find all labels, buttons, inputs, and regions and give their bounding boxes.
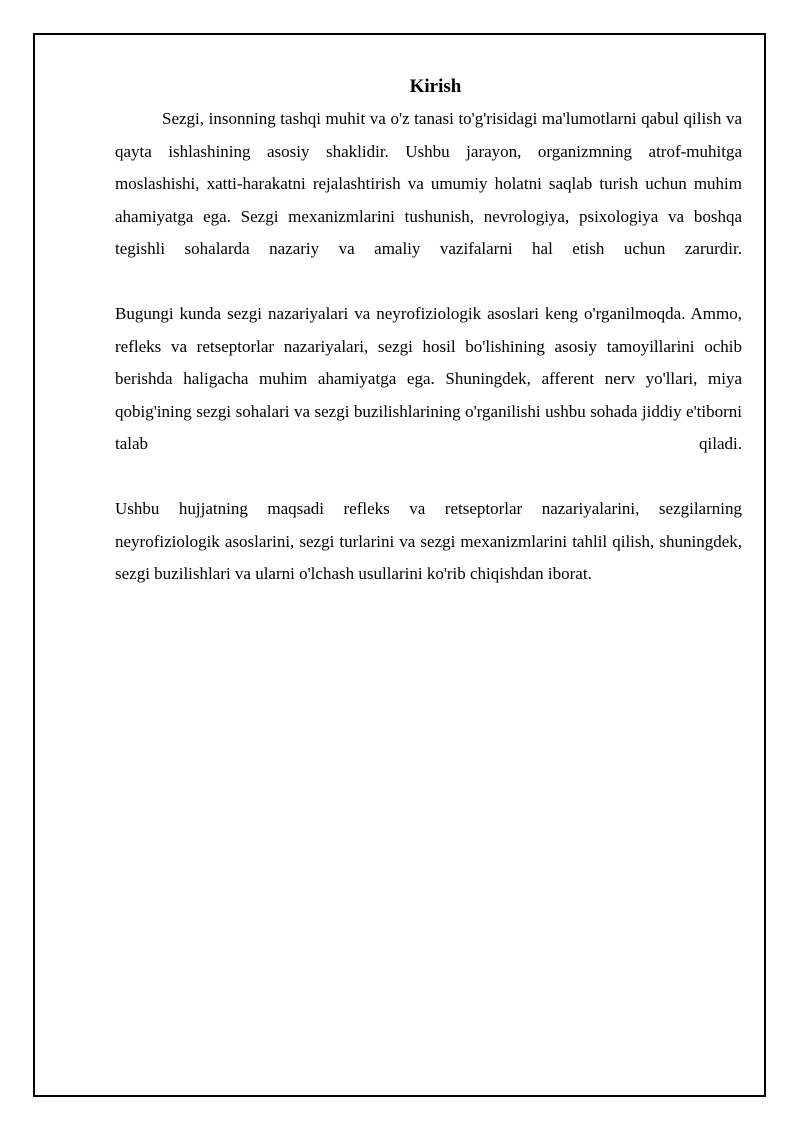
paragraph-current-research: Bugungi kunda sezgi nazariyalari va neyrofiziologik asoslari keng o'rganilmoqda. Ammo, refleks va retseptorlar nazariyalari, sezgi hosil bo'lishining asosiy tamoyillarini ochib berishda haligacha muhim ahamiyatga ega. Shuningdek, afferent nerv yo'llari, miya qobig'ining sezgi sohalari va sezgi buzilishlarining o'rganilishi ushbu sohada jiddiy e'tiborni talab qiladi. xyxy=(115,304,742,453)
paragraph-spacer xyxy=(115,461,742,494)
document-title: Kirish xyxy=(409,76,462,97)
document-body xyxy=(115,71,742,591)
paragraph-intro: Sezgi, insonning tashqi muhit va o'z tanasi to'g'risidagi ma'lumotlarni qabul qilish va qayta ishlashining asosiy shaklidir. Ushbu jarayon, organizmning atrof-muhitga moslashishi, xatti-harakatni rejalashtirish va umumiy holatni saqlab turish uchun muhim ahamiyatga ega. Sezgi mexanizmlarini tushunish, nevrologiya, psixologiya va boshqa tegishli sohalarda nazariy va amaliy vazifalarni hal etish uchun zarurdir. xyxy=(115,109,742,258)
paragraph-purpose: Ushbu hujjatning maqsadi refleks va retseptorlar nazariyalarini, sezgilarning neyrofiziologik asoslarini, sezgi turlarini va sezgi mexanizmlarini tahlil qilish, shuningdek, sezgi buzilishlari va ularni o'lchash usullarini ko'rib chiqishdan iborat. xyxy=(115,499,742,583)
paragraph-spacer xyxy=(115,266,742,299)
